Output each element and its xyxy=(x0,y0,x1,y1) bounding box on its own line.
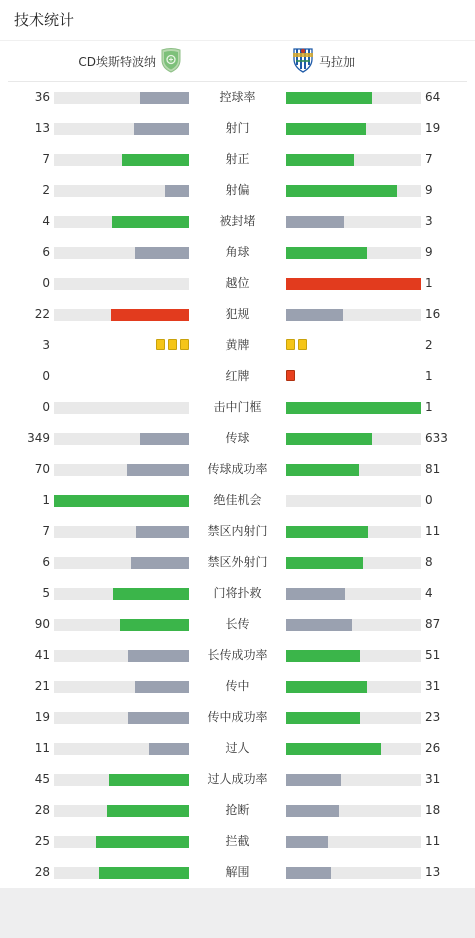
away-bar-fill xyxy=(286,805,339,817)
away-value: 11 xyxy=(425,834,441,848)
home-bar-fill xyxy=(165,185,189,197)
away-bar-track xyxy=(286,402,421,414)
home-bar-track xyxy=(54,495,189,507)
away-bar-track xyxy=(286,154,421,166)
away-bar-track xyxy=(286,309,421,321)
stat-row xyxy=(0,702,475,733)
home-bar-fill xyxy=(99,867,189,879)
stat-row xyxy=(0,423,475,454)
away-bar-track xyxy=(286,743,421,755)
yellow-card-icon xyxy=(286,339,295,350)
stat-label: 射门 xyxy=(225,121,250,135)
yellow-card-icon xyxy=(180,339,189,350)
stat-row xyxy=(0,764,475,795)
home-bar-fill xyxy=(113,588,189,600)
stat-row xyxy=(0,578,475,609)
home-bar-fill xyxy=(128,712,189,724)
home-value: 90 xyxy=(34,617,50,631)
home-bar-track xyxy=(54,743,189,755)
home-value: 0 xyxy=(42,400,50,414)
away-bar-fill xyxy=(286,650,360,662)
away-bar-track xyxy=(286,588,421,600)
away-bar-track xyxy=(286,123,421,135)
away-bar-track xyxy=(286,650,421,662)
away-cards xyxy=(286,370,295,384)
away-bar-fill xyxy=(286,619,352,631)
home-bar-track xyxy=(54,464,189,476)
home-value: 21 xyxy=(34,679,50,693)
team-header xyxy=(8,41,467,82)
red-card-icon xyxy=(286,370,295,381)
away-bar-track xyxy=(286,526,421,538)
stat-row xyxy=(0,609,475,640)
home-bar-track xyxy=(54,402,189,414)
malaga-crest-icon xyxy=(291,47,315,76)
away-value: 31 xyxy=(425,772,441,786)
stat-row xyxy=(0,547,475,578)
away-bar-fill xyxy=(286,464,359,476)
stat-label: 长传 xyxy=(225,617,250,631)
away-value: 1 xyxy=(425,400,433,414)
home-bar-fill xyxy=(135,681,189,693)
home-value: 5 xyxy=(42,586,50,600)
away-bar-fill xyxy=(286,867,331,879)
stat-label: 角球 xyxy=(225,245,250,259)
home-bar-track xyxy=(54,836,189,848)
away-bar-fill xyxy=(286,402,421,414)
away-value: 8 xyxy=(425,555,433,569)
home-bar-track xyxy=(54,867,189,879)
stat-row xyxy=(0,640,475,671)
away-bar-track xyxy=(286,712,421,724)
stat-label: 犯规 xyxy=(225,307,250,321)
home-value: 1 xyxy=(42,493,50,507)
stat-row xyxy=(0,268,475,299)
away-value: 81 xyxy=(425,462,441,476)
stat-label: 长传成功率 xyxy=(207,648,268,662)
home-value: 41 xyxy=(34,648,50,662)
home-bar-fill xyxy=(128,650,189,662)
home-bar-track xyxy=(54,247,189,259)
stat-label: 传中成功率 xyxy=(207,710,268,724)
away-bar-fill xyxy=(286,278,421,290)
home-value: 22 xyxy=(34,307,50,321)
home-value: 6 xyxy=(42,555,50,569)
stat-row xyxy=(0,82,475,113)
stat-row xyxy=(0,299,475,330)
away-bar-fill xyxy=(286,154,354,166)
home-value: 11 xyxy=(34,741,50,755)
home-bar-track xyxy=(54,774,189,786)
away-bar-track xyxy=(286,92,421,104)
stat-row xyxy=(0,857,475,888)
away-bar-track xyxy=(286,185,421,197)
home-bar-track xyxy=(54,433,189,445)
stat-label: 门将扑救 xyxy=(213,586,262,600)
away-bar-track xyxy=(286,495,421,507)
stat-label: 击中门框 xyxy=(213,400,262,414)
away-bar-fill xyxy=(286,185,397,197)
home-value: 6 xyxy=(42,245,50,259)
away-bar-fill xyxy=(286,433,372,445)
home-cards xyxy=(156,339,189,353)
away-bar-track xyxy=(286,278,421,290)
stat-row xyxy=(0,733,475,764)
away-bar-fill xyxy=(286,588,345,600)
home-value: 4 xyxy=(42,214,50,228)
away-bar-track xyxy=(286,774,421,786)
home-bar-fill xyxy=(127,464,189,476)
away-bar-track xyxy=(286,557,421,569)
away-value: 9 xyxy=(425,183,433,197)
home-value: 19 xyxy=(34,710,50,724)
home-bar-fill xyxy=(140,433,189,445)
stat-row xyxy=(0,516,475,547)
home-bar-fill xyxy=(120,619,189,631)
home-bar-fill xyxy=(134,123,189,135)
stat-row xyxy=(0,671,475,702)
away-bar-fill xyxy=(286,681,367,693)
home-bar-fill xyxy=(112,216,189,228)
away-bar-fill xyxy=(286,712,360,724)
away-bar-fill xyxy=(286,92,372,104)
stat-row xyxy=(0,175,475,206)
away-bar-track xyxy=(286,836,421,848)
away-value: 64 xyxy=(425,90,441,104)
home-value: 70 xyxy=(34,462,50,476)
away-value: 26 xyxy=(425,741,441,755)
stat-row xyxy=(0,392,475,423)
home-bar-track xyxy=(54,216,189,228)
away-bar-fill xyxy=(286,557,363,569)
away-value: 31 xyxy=(425,679,441,693)
away-bar-fill xyxy=(286,216,344,228)
stat-label: 过人 xyxy=(225,741,250,755)
stat-row xyxy=(0,454,475,485)
away-value: 1 xyxy=(425,276,433,290)
away-value: 1 xyxy=(425,369,433,383)
away-value: 23 xyxy=(425,710,441,724)
stat-label: 射正 xyxy=(225,152,250,166)
stat-label: 绝佳机会 xyxy=(213,493,262,507)
away-bar-track xyxy=(286,867,421,879)
away-bar-fill xyxy=(286,836,328,848)
stat-row xyxy=(0,485,475,516)
away-bar-fill xyxy=(286,309,343,321)
home-bar-fill xyxy=(131,557,189,569)
away-value: 4 xyxy=(425,586,433,600)
away-value: 633 xyxy=(425,431,448,445)
home-bar-track xyxy=(54,92,189,104)
home-bar-track xyxy=(54,309,189,321)
away-value: 19 xyxy=(425,121,441,135)
away-team-name: 马拉加 xyxy=(319,54,356,69)
away-bar-track xyxy=(286,805,421,817)
home-value: 45 xyxy=(34,772,50,786)
stat-row xyxy=(0,113,475,144)
stat-label: 禁区内射门 xyxy=(207,524,268,538)
away-value: 11 xyxy=(425,524,441,538)
home-bar-fill xyxy=(109,774,189,786)
stat-label: 传球 xyxy=(225,431,250,445)
away-bar-fill xyxy=(286,774,341,786)
home-bar-track xyxy=(54,185,189,197)
away-value: 7 xyxy=(425,152,433,166)
home-bar-fill xyxy=(149,743,190,755)
home-value: 28 xyxy=(34,803,50,817)
away-value: 2 xyxy=(425,338,433,352)
away-bar-track xyxy=(286,464,421,476)
stat-row xyxy=(0,330,475,361)
away-team[interactable] xyxy=(291,48,355,74)
home-bar-track xyxy=(54,278,189,290)
home-bar-fill xyxy=(107,805,189,817)
home-bar-track xyxy=(54,619,189,631)
home-bar-track xyxy=(54,712,189,724)
away-value: 87 xyxy=(425,617,441,631)
home-value: 2 xyxy=(42,183,50,197)
away-value: 0 xyxy=(425,493,433,507)
stat-row xyxy=(0,826,475,857)
away-bar-fill xyxy=(286,526,368,538)
stat-label: 控球率 xyxy=(219,90,256,104)
home-bar-fill xyxy=(111,309,189,321)
page-title: 技术统计 xyxy=(0,0,475,41)
stat-label: 拦截 xyxy=(225,834,250,848)
home-team[interactable] xyxy=(78,49,182,73)
home-value: 28 xyxy=(34,865,50,879)
away-value: 9 xyxy=(425,245,433,259)
home-bar-fill xyxy=(122,154,190,166)
estepona-crest-icon xyxy=(160,47,182,76)
home-bar-track xyxy=(54,526,189,538)
stat-label: 传球成功率 xyxy=(207,462,268,476)
stat-label: 红牌 xyxy=(225,369,250,383)
away-bar-fill xyxy=(286,743,381,755)
home-value: 3 xyxy=(42,338,50,352)
home-bar-track xyxy=(54,588,189,600)
stat-row xyxy=(0,144,475,175)
yellow-card-icon xyxy=(298,339,307,350)
home-value: 36 xyxy=(34,90,50,104)
stat-label: 禁区外射门 xyxy=(207,555,268,569)
stat-label: 传中 xyxy=(225,679,250,693)
stat-label: 抢断 xyxy=(225,803,250,817)
home-bar-fill xyxy=(136,526,189,538)
home-bar-fill xyxy=(135,247,189,259)
away-value: 18 xyxy=(425,803,441,817)
away-bar-track xyxy=(286,247,421,259)
away-value: 3 xyxy=(425,214,433,228)
away-value: 51 xyxy=(425,648,441,662)
home-value: 7 xyxy=(42,152,50,166)
home-bar-track xyxy=(54,154,189,166)
yellow-card-icon xyxy=(168,339,177,350)
home-bar-track xyxy=(54,681,189,693)
stat-label: 射偏 xyxy=(225,183,250,197)
home-bar-track xyxy=(54,557,189,569)
stat-row xyxy=(0,795,475,826)
home-bar-fill xyxy=(140,92,189,104)
home-value: 25 xyxy=(34,834,50,848)
home-bar-fill xyxy=(96,836,189,848)
away-value: 13 xyxy=(425,865,441,879)
away-cards xyxy=(286,339,307,353)
stat-label: 被封堵 xyxy=(219,214,256,228)
home-value: 0 xyxy=(42,276,50,290)
away-bar-track xyxy=(286,216,421,228)
home-value: 13 xyxy=(34,121,50,135)
home-bar-track xyxy=(54,123,189,135)
stat-row xyxy=(0,361,475,392)
away-bar-track xyxy=(286,433,421,445)
stat-row xyxy=(0,206,475,237)
home-team-name: CD埃斯特波纳 xyxy=(78,54,156,69)
yellow-card-icon xyxy=(156,339,165,350)
home-value: 0 xyxy=(42,369,50,383)
home-bar-track xyxy=(54,650,189,662)
stat-label: 解围 xyxy=(225,865,250,879)
away-bar-fill xyxy=(286,247,367,259)
away-value: 16 xyxy=(425,307,441,321)
home-value: 349 xyxy=(27,431,50,445)
home-bar-track xyxy=(54,805,189,817)
stat-label: 过人成功率 xyxy=(207,772,268,786)
home-value: 7 xyxy=(42,524,50,538)
stat-label: 越位 xyxy=(225,276,250,290)
away-bar-fill xyxy=(286,123,366,135)
stat-row xyxy=(0,237,475,268)
stats-list xyxy=(0,82,475,888)
stat-label: 黄牌 xyxy=(225,338,250,352)
away-bar-track xyxy=(286,681,421,693)
home-bar-fill xyxy=(54,495,189,507)
away-bar-track xyxy=(286,619,421,631)
